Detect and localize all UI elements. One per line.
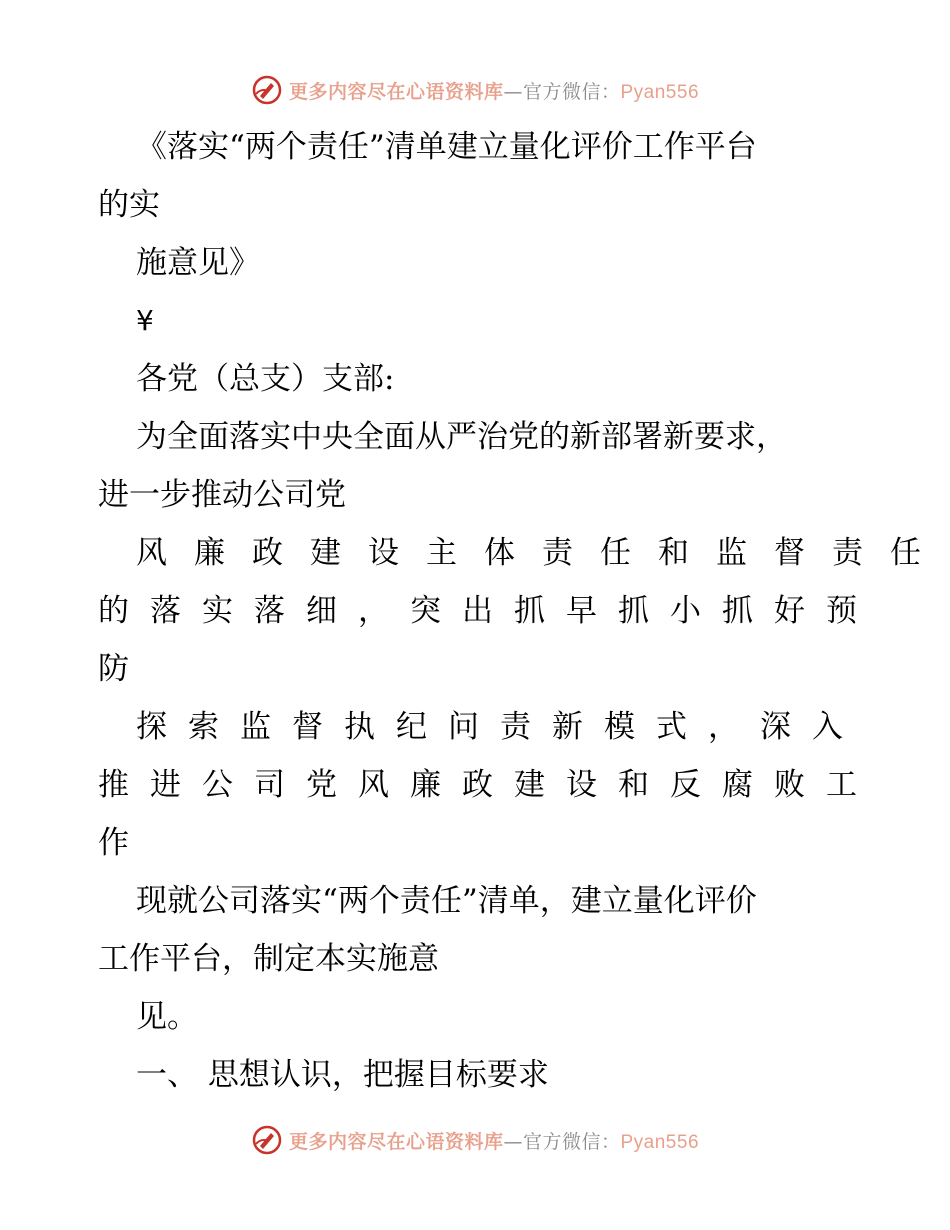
banner-text bbox=[289, 77, 699, 104]
yen-symbol-line: ¥ bbox=[136, 304, 154, 337]
doc-title-line-2: 的实 bbox=[98, 187, 160, 223]
paragraph-1-line-7: 推进公司党风廉政建设和反腐败工 bbox=[98, 767, 878, 803]
footer-watermark-banner bbox=[0, 1120, 950, 1160]
banner-sub-text: 官方微信： bbox=[522, 80, 621, 103]
banner-sub-text: 官方微信： bbox=[522, 1130, 621, 1153]
header-watermark-banner bbox=[0, 70, 950, 110]
brand-logo-icon bbox=[251, 74, 283, 106]
paragraph-1-line-1: 为全面落实中央全面从严治党的新部署新要求， bbox=[136, 419, 787, 455]
paragraph-1-line-6: 探索监督执纪问责新模式，深入 bbox=[136, 709, 864, 745]
brand-logo-icon bbox=[251, 1124, 283, 1156]
paragraph-1-line-5: 防 bbox=[98, 651, 129, 687]
salutation-line: 各党（总支）支部: bbox=[136, 361, 395, 397]
banner-text bbox=[289, 1127, 699, 1154]
paragraph-2-line-3: 见。 bbox=[136, 999, 198, 1035]
banner-main-text: 更多内容尽在心语资料库 bbox=[288, 80, 504, 103]
banner-main-text: 更多内容尽在心语资料库 bbox=[288, 1130, 504, 1153]
doc-title-line-1: 《落实“两个责任”清单建立量化评价工作平台 bbox=[136, 129, 757, 165]
section-heading-1: 一、 思想认识，把握目标要求 bbox=[136, 1057, 549, 1093]
paragraph-2-line-1: 现就公司落实“两个责任”清单，建立量化评价 bbox=[136, 883, 757, 919]
paragraph-1-line-2: 进一步推动公司党 bbox=[98, 477, 346, 513]
paragraph-2-line-2: 工作平台，制定本实施意 bbox=[98, 941, 439, 977]
banner-dash: — bbox=[503, 80, 523, 103]
paragraph-1-line-8: 作 bbox=[98, 825, 129, 861]
doc-title-line-3: 施意见》 bbox=[136, 245, 260, 281]
document-body bbox=[98, 118, 948, 1104]
paragraph-1-line-3: 风廉政建设主体责任和监督责任 bbox=[136, 535, 948, 571]
paragraph-1-line-4: 的落实落细，突出抓早抓小抓好预 bbox=[98, 593, 878, 629]
banner-wechat-id: Pyan556 bbox=[620, 1131, 700, 1153]
banner-dash: — bbox=[503, 1130, 523, 1153]
banner-wechat-id: Pyan556 bbox=[620, 81, 700, 103]
